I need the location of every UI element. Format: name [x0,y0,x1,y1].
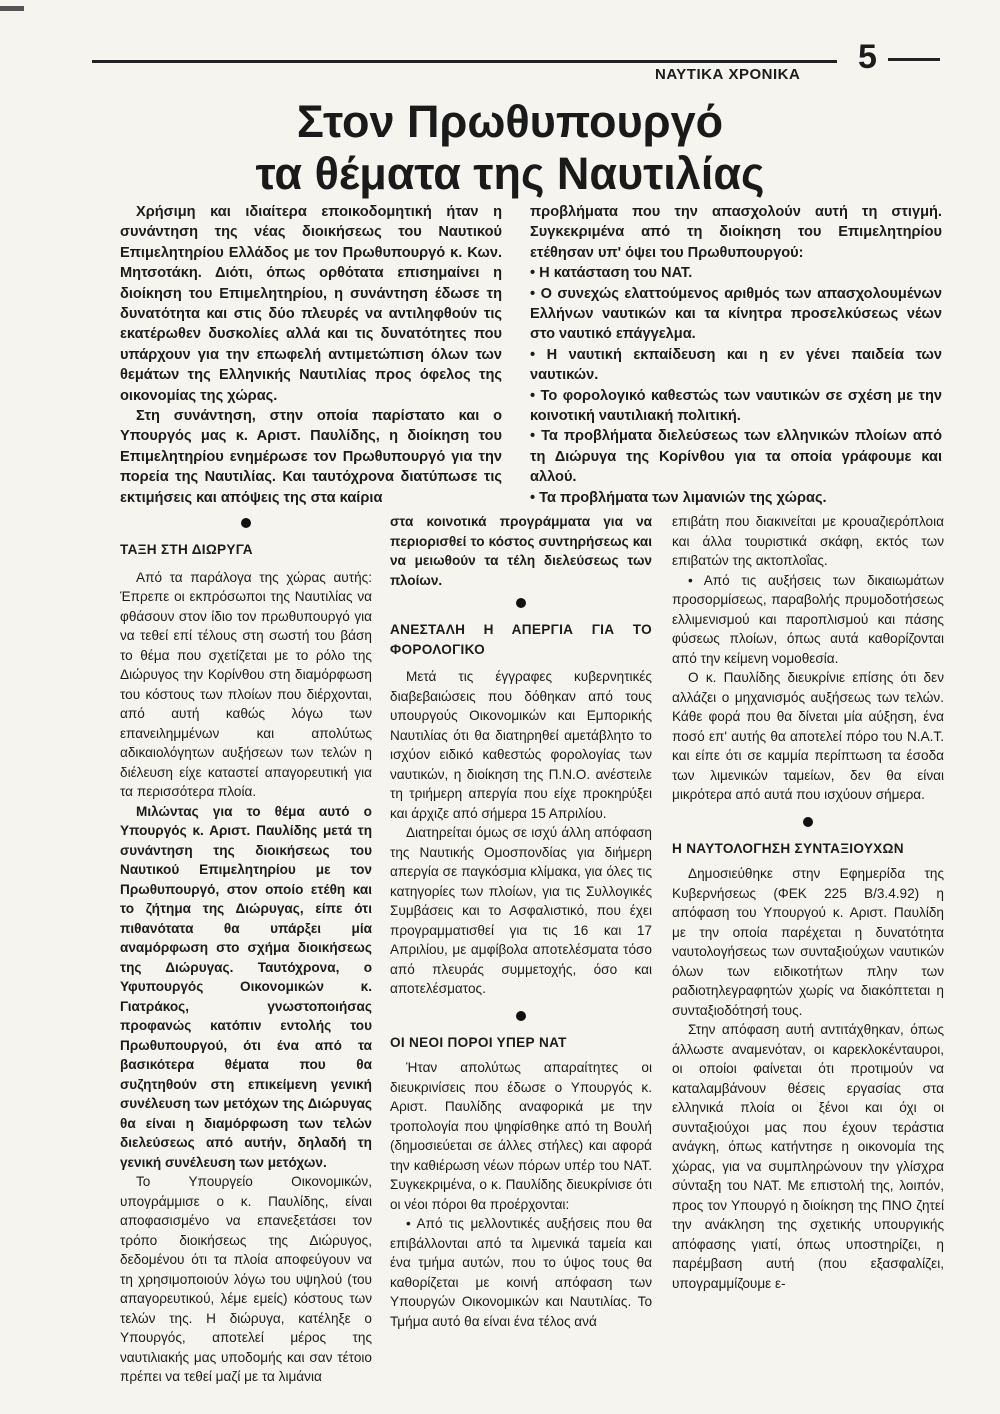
section-heading-apergia: ΑΝΕΣΤΑΛΗ Η ΑΠΕΡΓΙΑ ΓΙΑ ΤΟ ΦΟΡΟΛΟΓΙΚΟ [390,622,652,657]
col3-paragraph-1: • Από τις αυξήσεις των δικαιωμάτων προσορμίσεως, παραβολής πρυμοδοτήσεως ελλιμενισμού και παροπλισμού και πάσης φύσεως πλοίων, όπως αυτά καθορίζονται από την κείμενη νομοθεσία. [672,572,944,666]
lead-paragraph-2: Στη συνάντηση, στην οποία παρίστατο και ο Υπουργός μας κ. Αριστ. Παυλίδης, η διοίκηση του Επιμελητηρίου ενημέρωσε τον Πρωθυπουργό για την πορεία της Ναυτιλίας. Και ταυτόχρονα διατύπωσε τις εκτιμήσεις και απόψεις της στα καίρια [120,408,502,506]
col3-paragraph-4: Στην απόφαση αυτή αντιτάχθηκαν, όπως άλλωστε αναμενόταν, οι καρεκλοκένταυροι, οι οποίοι φαίνεται ότι προτιμούν να καταλαμβάνουν θέσεις εργασίας στα ελληνικά πλοία οι ξένοι και όχι οι συνταξιούχοι μας που έχουν τεράστια ανάγκη, όπως κατήντησε η οικονομία της χώρας, για να συμπληρώνουν την γλίσχρα σύνταξη του ΝΑΤ. Με επιστολή της, λοιπόν, προς τον Υπουργό η διοίκηση της ΠΝΟ ζητεί την ανάκληση της σχετικής υπουργικής απόφασης γιατί, όπως υποστηρίζει, η παρέμβαση αυτή (που εξασφαλίζει, υπογραμμίζουμε ε- [672,1022,944,1291]
lead-left-column [120,202,502,508]
col2-paragraph-4: • Από τις μελλοντικές αυξήσεις που θα επιβάλλονται από τα λιμενικά ταμεία και ένα τμήμα αυτών, που το ύψος τους θα καθορίζεται με κοινή απόφαση των Υπουργών Οικονομικών και Ναυτιλίας. Το Τμήμα αυτό θα είναι ένα τέλος ανά [390,1216,652,1329]
title-line-2: τα θέματα της Ναυτιλίας [255,148,765,199]
lead-right-intro: προβλήματα που την απασχολούν αυτή τη στιγμή. Συγκεκριμένα από τη διοίκηση του Επιμελητηρίου ετέθησαν υπ' όψει του Πρωθυπουργού: [530,204,942,261]
section-bullet-dot [516,1011,526,1021]
corner-scan-mark [0,6,24,11]
page-number-rule [888,58,940,61]
column-3 [672,512,944,1293]
header-rule [92,60,837,63]
col2-paragraph-2: Διατηρείται όμως σε ισχύ άλλη απόφαση της Ναυτικής Ομοσπονδίας για διήμερη απεργία σε παγκόσμια κλίμακα, για όλες τις κατηγορίες των πλοίων, για τις Συλλογικές Συμβάσεις και το Ασφαλιστικό, που έχει προγραμματισθεί για τις 16 και 17 Απριλίου, με αμφίβολα αποτελέσματα τόσο από πλευράς συμμετοχής, όσο και αποτελέσματος. [390,825,652,996]
col3-paragraph-0: επιβάτη που διακινείται με κρουαζιερόπλοια και άλλα τουριστικά σκάφη, εκτός των επιβατών της ακτοπλοΐας. [672,514,944,568]
section-heading-poroi-nat: ΟΙ ΝΕΟΙ ΠΟΡΟΙ ΥΠΕΡ ΝΑΤ [390,1034,567,1050]
col2-paragraph-0: στα κοινοτικά προγράμματα για να περιορισθεί το κόστος συντηρήσεως και να μειωθούν τα τέλη διελεύσεως των πλοίων. [390,514,652,588]
section-bullet-dot [516,598,526,608]
col1-paragraph-3: Το Υπουργείο Οικονομικών, υπογράμμισε ο κ. Παυλίδης, είναι αποφασισμένο να επανεξετάσει τον τρόπο διοικήσεως της Διώρυγος, δεδομένου ότι τα πλοία αποφεύγουν να τη χρησιμοποιούν λόγω του υψηλού (του απαγορευτικού, λέμε εμείς) κόστους των τελών της. Η διώρυγα, κατέληξε ο Υπουργός, αποτελεί μέρος της ναυτιλιακής μας υποδομής και σαν τέτοιο πρέπει να τεθεί μαζί με τα λιμάνια [120,1174,372,1384]
article-title [160,96,860,200]
publication-name: ΝΑΥΤΙΚΑ ΧΡΟΝΙΚΑ [655,66,801,83]
section-bullet-dot [241,518,251,528]
page-number: 5 [858,38,877,76]
lead-bullet-3: • Η ναυτική εκπαίδευση και η εν γένει παιδεία των ναυτικών. [530,346,942,384]
lead-right-column [530,202,942,508]
col3-paragraph-2: Ο κ. Παυλίδης διευκρίνιε επίσης ότι δεν αλλάζει ο μηχανισμός αυξήσεως των τελών. Κάθε φορά που θα δίνεται μία αύξηση, ένα ποσό επ' αυτής θα αποτελεί πόρο του Ν.Α.Τ. και είπε ότι σε καμμία περίπτωση τα έσοδα των λιμενικών ταμείων, δεν θα είναι μικρότερα από αυτά που ισχύουν σήμερα. [672,670,944,802]
lead-bullet-6: • Τα προβλήματα των λιμανιών της χώρας. [530,489,827,506]
column-2 [390,512,652,1331]
col2-paragraph-3: Ήταν απολύτως απαραίτητες οι διευκρινίσεις που έδωσε ο Υπουργός κ. Αριστ. Παυλίδης αναφορικά με την τροπολογία που ψηφίσθηκε από τη Βουλή (δημοσιεύεται σε άλλες στήλες) και αφορά την καθιέρωση νέων πόρων υπέρ του ΝΑΤ. Συγκεκριμένα, ο κ. Παυλίδης διευκρίνισε ότι οι νέοι πόροι θα προέρχονται: [390,1060,652,1212]
section-bullet-dot [803,817,813,827]
title-line-1: Στον Πρωθυπουργό [296,96,724,147]
lead-bullet-1: • Η κατάσταση του ΝΑΤ. [530,265,693,282]
col3-paragraph-3: Δημοσιεύθηκε στην Εφημερίδα της Κυβερνήσεως (ΦΕΚ 225 Β/3.4.92) η απόφαση του Υπουργού κ. Αριστ. Παυλίδη με την οποία παρέχεται η δυνατότητα ναυτολογήσεως των συνταξιούχων ναυτικών όλων των ειδικοτήτων πλην των ραδιοτηλεγραφητών χωρίς να διακόπτεται η συνταξιοδότησή τους. [672,866,944,1018]
column-1 [120,512,372,1387]
lead-paragraph-1: Χρήσιμη και ιδιαίτερα εποικοδομητική ήταν η συνάντηση της νέας διοικήσεως του Ναυτικού Επιμελητηρίου Ελλάδος με τον Πρωθυπουργό κ. Κων. Μητσοτάκη. Διότι, όπως ορθότατα επισημαίνει η διοίκηση του Επιμελητηρίου, η συνάντηση έδωσε τη δυνατότητα και στις δύο πλευρές να αντιληφθούν τις εκατέρωθεν δυσκολίες αλλά και τις δυνατότητες που υπάρχουν για την επωφελή αντιμετώπιση όλων των θεμάτων της Ελληνικής Ναυτιλίας προς όφελος της οικονομίας της χώρας. [120,204,502,404]
col1-paragraph-1: Από τα παράλογα της χώρας αυτής: Έπρεπε οι εκπρόσωποι της Ναυτιλίας να φθάσουν στον ίδιο τον πρωθυπουργό για να τεθεί επί τέλους στη σωστή του βάση το θέμα που σχετίζεται με το ρόλο της Διώρυγος την Κορίνθου στη διαμόρφωση του κόστους των πλοίων που διέρχονται, από αυτή καθώς λόγω των επανειλημμένων και απολύτως αδικαιολόγητων αυξήσεων των τελών η διέλευση είχε καταστεί απαγορευτική για τα περισσότερα πλοία. [120,569,372,799]
col2-paragraph-1: Μετά τις έγγραφες κυβερνητικές διαβεβαιώσεις που δόθηκαν από τους υπουργούς Οικονομικών και Εμπορικής Ναυτιλίας ότι θα διατηρηθεί αμετάβλητο το ισχύον ειδικό καθεστώς φορολογίας των ναυτικών, η διοίκηση της Π.Ν.Ο. ανέστειλε τη τριήμερη απεργία που είχε προκηρύξει και άρχιζε από σήμερα 15 Απριλίου. [390,669,652,821]
lead-bullet-2: • Ο συνεχώς ελαττούμενος αριθμός των απασχολουμένων Ελλήνων ναυτικών και τα κίνητρα προσελκύσεως νέων στο ναυτικό επάγγελμα. [530,285,942,343]
section-heading-naftologisi: Η ΝΑΥΤΟΛΟΓΗΣΗ ΣΥΝΤΑΞΙΟΥΧΩΝ [672,840,904,856]
lead-bullet-4: • Το φορολογικό καθεστώς των ναυτικών σε σχέση με την κοινοτική ναυτιλιακή πολιτική. [530,387,942,425]
section-heading-diorygas: ΤΑΞΗ ΣΤΗ ΔΙΩΡΥΓΑ [120,542,253,557]
col1-paragraph-2: Μιλώντας για το θέμα αυτό ο Υπουργός κ. Αριστ. Παυλίδης μετά τη συνάντηση της διοικήσεως του Ναυτικού Επιμελητηρίου με τον Πρωθυπουργό, στον οποίο ετέθη και το ζήτημα της Διώρυγας, είπε ότι πιθανότατα θα υπάρξει μία αναμόρφωση στο σχήμα διοικήσεως της Διώρυγας. Ταυτόχρονα, ο Υφυπουργός Οικονομικών κ. Γιατράκος, γνωστοποιήσας προφανώς κατόπιν εντολής του Πρωθυπουργού, ότι ένα από τα βασικότερα θέματα που θα συζητηθούν στη επικείμενη γενική συνέλευση των μετόχων της Διώρυγας θα είναι η διαμόρφωση των τελών διελεύσεως από αυτήν, δηλαδή τη γενική συνέλευση των μετόχων. [120,803,372,1170]
lead-bullet-5: • Τα προβλήματα διελεύσεως των ελληνικών πλοίων από τη Διώρυγα της Κορίνθου για τα οποία γράφουμε και αλλού. [530,428,942,486]
